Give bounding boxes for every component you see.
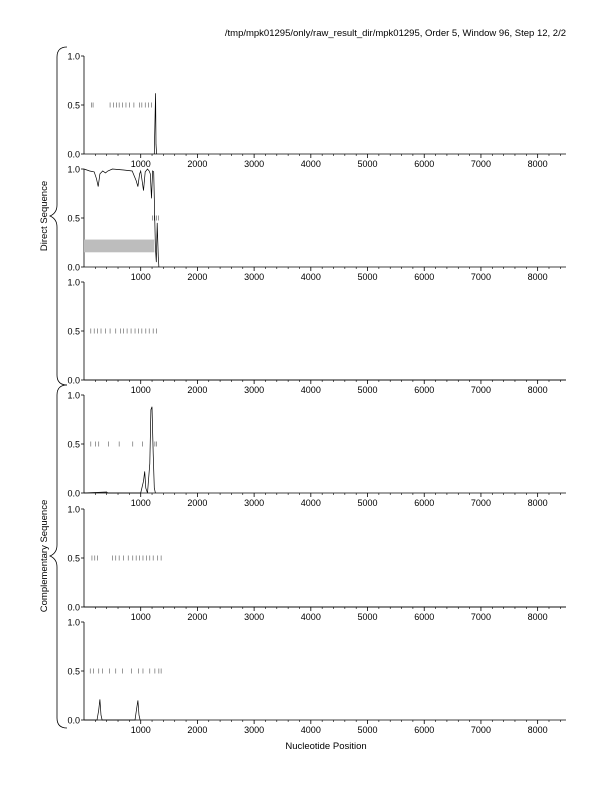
x-tick-label: 8000 [527, 272, 548, 282]
complementary-sequence-brace [50, 385, 67, 728]
x-tick-label: 8000 [527, 725, 548, 735]
panel-2 [67, 165, 566, 283]
x-tick-label: 7000 [470, 725, 491, 735]
x-axis-label: Nucleotide Position [285, 741, 367, 752]
x-tick-label: 4000 [300, 725, 321, 735]
y-tick-label: 1.0 [67, 504, 80, 515]
x-tick-label: 3000 [244, 725, 265, 735]
x-tick-label: 5000 [357, 725, 378, 735]
x-tick-label: 1000 [130, 159, 151, 169]
y-tick-label: 0.5 [67, 100, 80, 111]
y-tick-label: 0.5 [67, 553, 80, 564]
x-tick-label: 8000 [527, 498, 548, 508]
x-tick-label: 2000 [187, 272, 208, 282]
y-tick-label: 1.0 [67, 617, 80, 628]
x-tick-label: 1000 [130, 385, 151, 395]
x-tick-label: 3000 [244, 612, 265, 622]
x-tick-label: 1000 [130, 498, 151, 508]
x-tick-label: 5000 [357, 498, 378, 508]
y-tick-label: 1.0 [67, 277, 80, 288]
y-tick-label: 0.0 [67, 488, 80, 499]
x-tick-label: 7000 [470, 385, 491, 395]
x-tick-label: 5000 [357, 272, 378, 282]
x-tick-label: 6000 [414, 498, 435, 508]
shaded-band [84, 240, 154, 253]
x-tick-label: 8000 [527, 612, 548, 622]
x-tick-label: 5000 [357, 385, 378, 395]
series-line [84, 699, 140, 720]
x-tick-label: 5000 [357, 159, 378, 169]
complementary-sequence-label: Complementary Sequence [39, 499, 50, 613]
x-tick-label: 4000 [300, 159, 321, 169]
x-tick-label: 3000 [244, 159, 265, 169]
panel-1 [67, 52, 566, 170]
x-tick-label: 3000 [244, 498, 265, 508]
y-tick-label: 1.0 [67, 51, 80, 62]
y-tick-label: 0.5 [67, 213, 80, 224]
x-tick-label: 6000 [414, 159, 435, 169]
direct-sequence-label: Direct Sequence [39, 180, 50, 252]
x-tick-label: 2000 [187, 498, 208, 508]
y-tick-label: 0.5 [67, 439, 80, 450]
figure-title: /tmp/mpk01295/only/raw_result_dir/mpk01295, Order 5, Window 96, Step 12, 2/2 [224, 28, 566, 39]
x-tick-label: 8000 [527, 159, 548, 169]
x-tick-label: 6000 [414, 725, 435, 735]
x-tick-label: 7000 [470, 612, 491, 622]
y-tick-label: 0.0 [67, 602, 80, 613]
y-tick-label: 0.5 [67, 326, 80, 337]
x-tick-label: 1000 [130, 725, 151, 735]
y-tick-label: 1.0 [67, 164, 80, 175]
x-tick-label: 2000 [187, 725, 208, 735]
x-tick-label: 2000 [187, 159, 208, 169]
x-tick-label: 7000 [470, 159, 491, 169]
x-tick-label: 2000 [187, 612, 208, 622]
x-tick-label: 6000 [414, 385, 435, 395]
y-tick-label: 0.0 [67, 715, 80, 726]
y-tick-label: 0.0 [67, 149, 80, 160]
x-tick-label: 1000 [130, 272, 151, 282]
y-tick-label: 0.0 [67, 375, 80, 386]
x-tick-label: 4000 [300, 385, 321, 395]
panel-4 [67, 391, 566, 509]
series-line [154, 93, 156, 154]
y-tick-label: 0.5 [67, 666, 80, 677]
direct-sequence-brace [50, 47, 67, 385]
x-tick-label: 4000 [300, 612, 321, 622]
series-line [84, 407, 155, 493]
x-tick-label: 4000 [300, 498, 321, 508]
x-tick-label: 5000 [357, 612, 378, 622]
x-tick-label: 6000 [414, 612, 435, 622]
y-tick-label: 0.0 [67, 262, 80, 273]
y-tick-label: 1.0 [67, 390, 80, 401]
panel-3 [67, 278, 566, 396]
x-tick-label: 2000 [187, 385, 208, 395]
x-tick-label: 6000 [414, 272, 435, 282]
panel-5 [67, 505, 566, 623]
x-tick-label: 7000 [470, 498, 491, 508]
x-tick-label: 1000 [130, 612, 151, 622]
x-tick-label: 3000 [244, 272, 265, 282]
x-tick-label: 7000 [470, 272, 491, 282]
x-tick-label: 8000 [527, 385, 548, 395]
x-tick-label: 3000 [244, 385, 265, 395]
panel-6 [67, 618, 566, 736]
panels [67, 52, 566, 736]
x-tick-label: 4000 [300, 272, 321, 282]
